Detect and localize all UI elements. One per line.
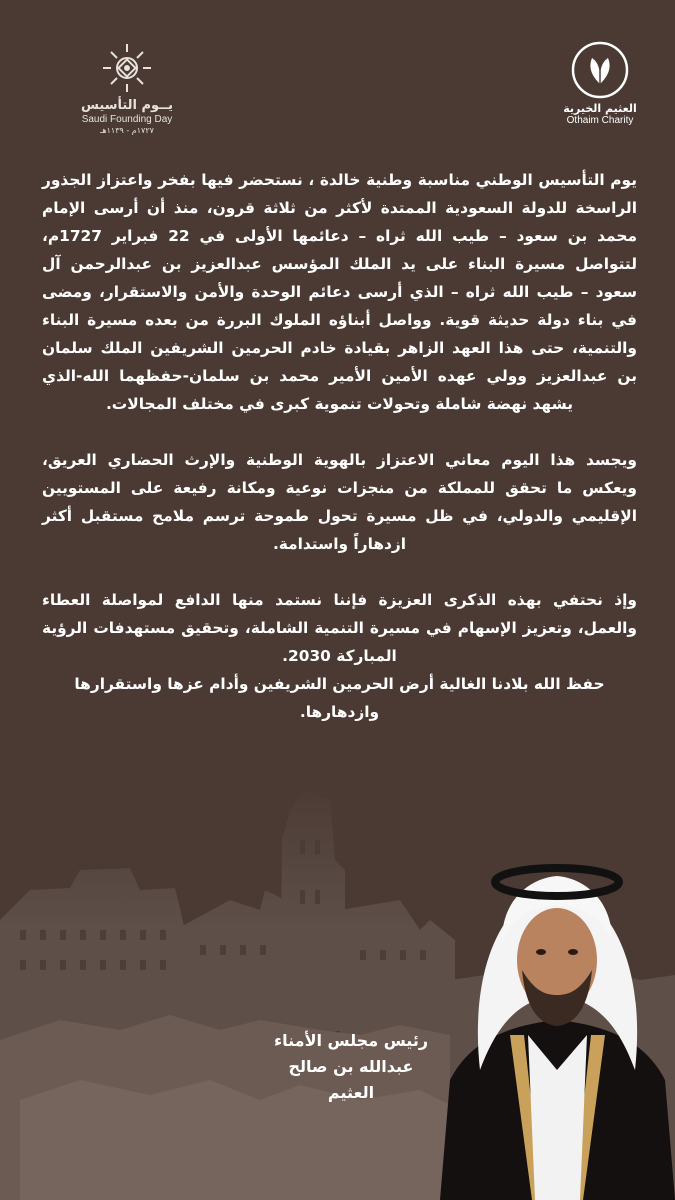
othaim-arabic: العثيم الخيرية [563, 102, 637, 115]
othaim-leaf-icon [570, 40, 630, 100]
paragraph-celebration: وإذ نحتفي بهذه الذكرى العزيزة فإننا نستمد منها الدافع لمواصلة العطاء والعمل، وتعزيز الإسهام في مسيرة التنمية الشاملة، وتحقيق مستهدفات الرؤية المباركة 2030. [42, 591, 637, 665]
founding-day-years: ١٧٢٧م - ١١٣٩هـ [100, 126, 154, 135]
founding-day-arabic: يــوم التأسيس [81, 98, 173, 113]
signature-title: رئيس مجلس الأمناء [273, 1031, 429, 1050]
othaim-charity-logo [555, 40, 645, 150]
othaim-english: Othaim Charity [566, 115, 634, 126]
signature-name: عبدالله بن صالح العثيم [288, 1057, 414, 1102]
founding-day-emblem-icon [99, 40, 155, 96]
statement-text [42, 166, 637, 726]
founding-day-logo [72, 40, 182, 150]
founding-day-english: Saudi Founding Day [81, 114, 173, 125]
paragraph-prayer: حفظ الله بلادنا الغالية أرض الحرمين الشريفين وأدام عزها واستقرارها وازدهارها. [74, 675, 605, 721]
chairman-portrait [440, 830, 675, 1200]
paragraph-founding: يوم التأسيس الوطني مناسبة وطنية خالدة ، نستحضر فيها بفخر واعتزاز الجذور الراسخة للدولة السعودية الممتدة لأكثر من ثلاثة قرون، منذ أن أرسى الإمام محمد بن سعود – طيب الله ثراه – دعائمها الأولى في 22 فبراير 1727م، لتتواصل مسيرة البناء على يد الملك المؤسس عبدالعزيز بن عبدالرحمن آل سعود – طيب الله ثراه – الذي أرسى دعائم الوحدة والأمن والاستقرار، ومضى في بناء دولة حديثة قوية. وواصل أبناؤه الملوك البررة من بعده مسيرة البناء والتنمية، حتى هذا العهد الزاهر بقيادة خادم الحرمين الشريفين الملك سلمان بن عبدالعزيز وولي عهده الأمين الأمير محمد بن سلمان-حفظهما الله-الذي يشهد نهضة شاملة وتحولات تنموية كبرى في مختلف المجالات. [42, 171, 637, 413]
signature-block [266, 1028, 436, 1106]
paragraph-identity: ويجسد هذا اليوم معاني الاعتزاز بالهوية الوطنية والإرث الحضاري العريق، ويعكس ما تحقق للمملكة من منجزات نوعية ومكانة رفيعة على المستويين الإقليمي والدولي، في ظل مسيرة تحول طموحة ترسم ملامح مستقبل أكثر ازدهاراً واستدامة. [42, 451, 637, 553]
